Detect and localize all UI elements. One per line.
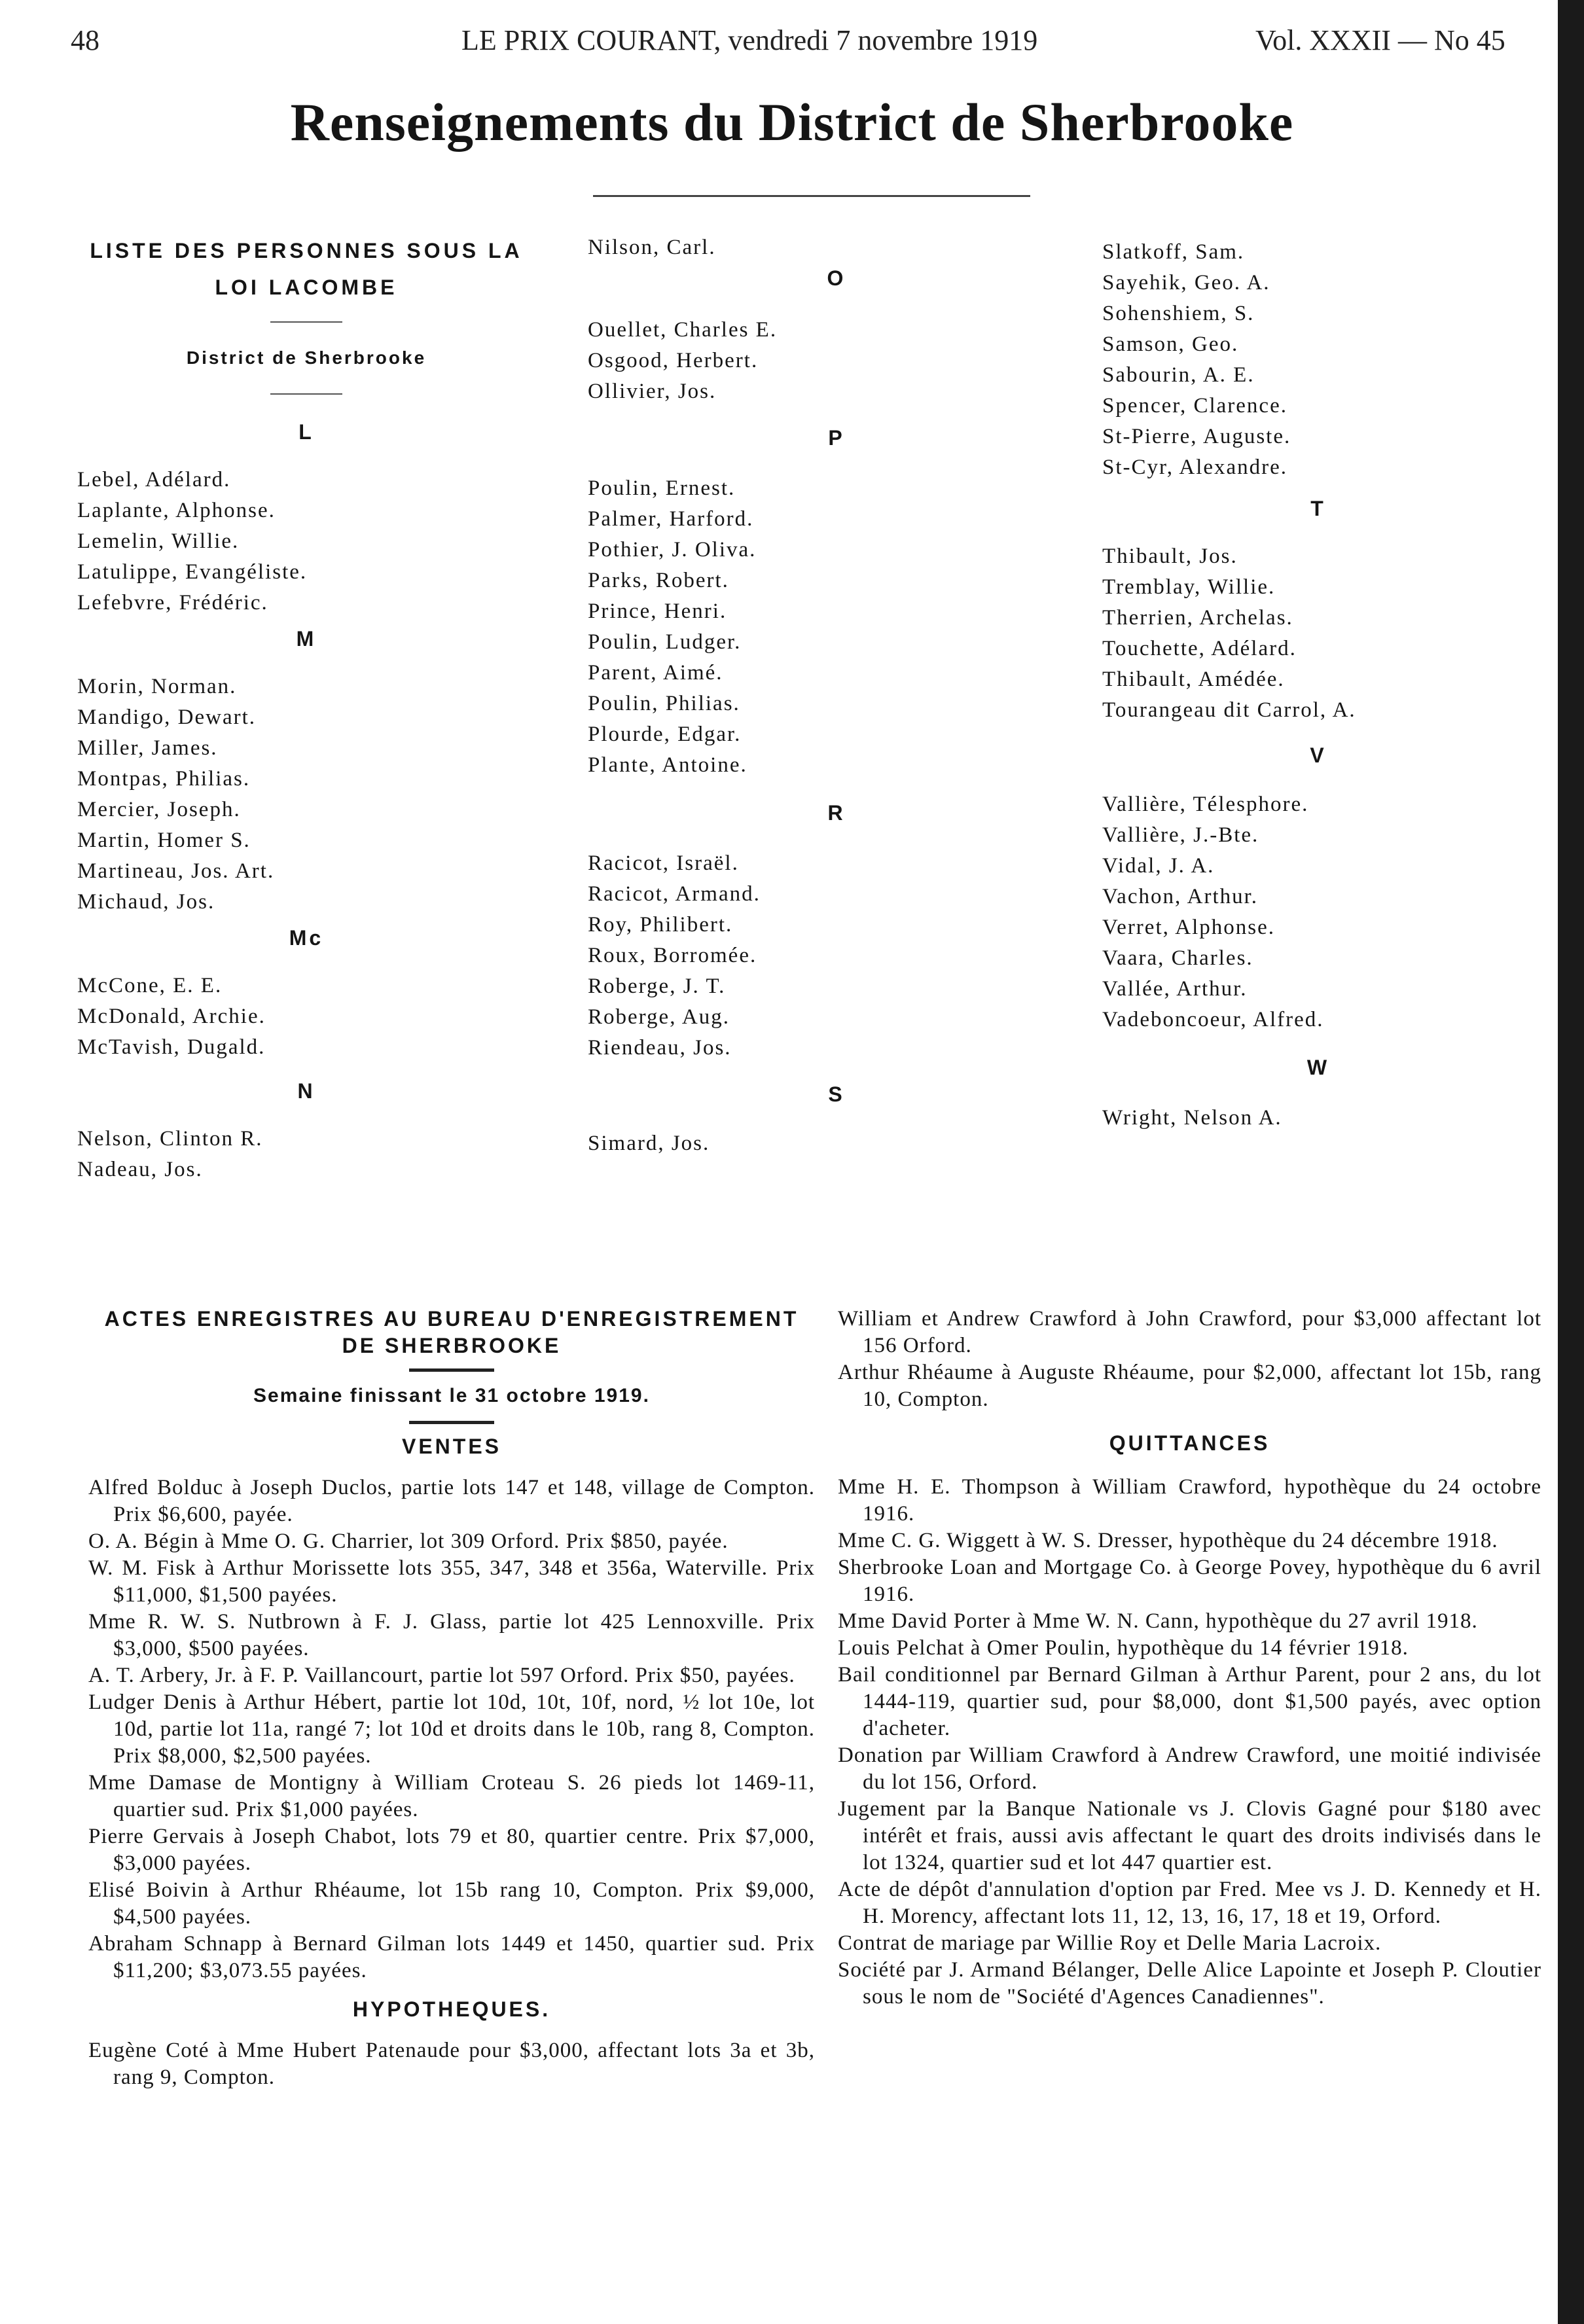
name-entry: Miller, James.	[77, 736, 218, 760]
name-entry: Simard, Jos.	[588, 1132, 710, 1155]
deed-entry: Donation par William Crawford à Andrew Crawford, une moitié indivisée du lot 156, Orford.	[838, 1743, 1541, 1794]
name-list	[77, 671, 535, 918]
actes-column-right	[838, 1306, 1541, 2011]
hypotheques-list	[88, 2037, 815, 2091]
name-entry: Plante, Antoine.	[588, 753, 747, 777]
deed-entry: Louis Pelchat à Omer Poulin, hypothèque du 14 février 1918.	[838, 1636, 1409, 1660]
name-entry: Vallée, Arthur.	[1102, 977, 1248, 1001]
deed-entry: Abraham Schnapp à Bernard Gilman lots 1449 et 1450, quartier sud. Prix $11,200; $3,073.55 payées.	[88, 1932, 815, 1982]
deed-entry: Alfred Bolduc à Joseph Duclos, partie lots 147 et 148, village de Compton. Prix $6,600, payée.	[88, 1476, 815, 1526]
name-entry: St-Pierre, Auguste.	[1102, 425, 1291, 448]
name-entry: Thibault, Jos.	[1102, 545, 1238, 568]
name-entry: Vachon, Arthur.	[1102, 885, 1259, 908]
name-entry: Vallière, J.-Bte.	[1102, 823, 1259, 847]
name-entry: Parent, Aimé.	[588, 661, 723, 685]
name-entry: Ollivier, Jos.	[588, 380, 717, 403]
lacombe-heading-2: LOI LACOMBE	[215, 276, 398, 299]
volume-number: Vol. XXXII — No 45	[1255, 24, 1505, 56]
lacombe-column-1	[77, 232, 535, 1185]
name-list	[77, 465, 535, 618]
name-list	[77, 971, 535, 1063]
name-entry: Latulippe, Evangéliste.	[77, 560, 308, 584]
letter-heading: L	[298, 420, 314, 444]
deed-entry: Pierre Gervais à Joseph Chabot, lots 79 et 80, quartier centre. Prix $7,000, $3,000 payées.	[88, 1825, 815, 1875]
name-entry: Morin, Norman.	[77, 675, 237, 698]
name-entry: Parks, Robert.	[588, 569, 729, 592]
letter-heading: V	[1310, 743, 1327, 767]
name-list	[1102, 1103, 1534, 1134]
deed-entry: A. T. Arbery, Jr. à F. P. Vaillancourt, partie lot 597 Orford. Prix $50, payées.	[88, 1664, 795, 1687]
journal-header: LE PRIX COURANT, vendredi 7 novembre 1919	[461, 24, 1038, 56]
name-entry: Slatkoff, Sam.	[1102, 240, 1245, 264]
name-entry: Therrien, Archelas.	[1102, 606, 1293, 630]
divider	[270, 393, 342, 395]
quittances-heading: QUITTANCES	[1109, 1431, 1270, 1455]
name-entry: Plourde, Edgar.	[588, 723, 742, 746]
name-entry: Martineau, Jos. Art.	[77, 859, 275, 883]
name-list	[588, 473, 1085, 781]
letter-heading: R	[827, 801, 846, 825]
name-entry: Prince, Henri.	[588, 599, 727, 623]
name-entry: Poulin, Ludger.	[588, 630, 742, 654]
name-entry: Mercier, Joseph.	[77, 798, 241, 821]
name-entry: Roy, Philibert.	[588, 913, 733, 937]
name-entry: Racicot, Armand.	[588, 882, 761, 906]
week-label: Semaine finissant le 31 octobre 1919.	[253, 1385, 650, 1406]
name-list	[1102, 541, 1534, 726]
name-list	[588, 1128, 1085, 1159]
name-list	[588, 848, 1085, 1064]
name-entry: Sayehik, Geo. A.	[1102, 271, 1270, 295]
deed-entry: Bail conditionnel par Bernard Gilman à Arthur Parent, pour 2 ans, du lot 1444-119, quartier sud, pour $8,000, dont $1,500 payés, avec option d'acheter.	[838, 1663, 1541, 1740]
title-rule	[593, 195, 1030, 197]
name-entry: Nadeau, Jos.	[77, 1158, 203, 1181]
name-entry: McDonald, Archie.	[77, 1005, 266, 1028]
name-entry: St-Cyr, Alexandre.	[1102, 456, 1288, 479]
deed-entry: Mme H. E. Thompson à William Crawford, hypothèque du 24 octobre 1916.	[838, 1475, 1541, 1526]
name-entry: Laplante, Alphonse.	[77, 499, 276, 522]
page-title: Renseignements du District de Sherbrooke	[290, 92, 1294, 152]
name-entry: Tourangeau dit Carrol, A.	[1102, 698, 1356, 722]
name-entry: Poulin, Philias.	[588, 692, 740, 715]
deed-entry: Eugène Coté à Mme Hubert Patenaude pour $3,000, affectant lots 3a et 3b, rang 9, Compton.	[88, 2039, 815, 2089]
divider	[409, 1421, 494, 1424]
name-entry: Ouellet, Charles E.	[588, 318, 778, 342]
letter-heading: M	[296, 627, 317, 651]
deed-entry: Elisé Boivin à Arthur Rhéaume, lot 15b rang 10, Compton. Prix $9,000, $4,500 payées.	[88, 1878, 815, 1929]
page-number: 48	[71, 24, 99, 56]
name-entry: Palmer, Harford.	[588, 507, 754, 531]
name-entry: McTavish, Dugald.	[77, 1035, 266, 1059]
letter-heading: W	[1306, 1056, 1330, 1079]
name-entry: Samson, Geo.	[1102, 332, 1239, 356]
deed-entry: William et Andrew Crawford à John Crawford, pour $3,000 affectant lot 156 Orford.	[838, 1307, 1541, 1357]
deed-entry: Mme R. W. S. Nutbrown à F. J. Glass, partie lot 425 Lennoxville. Prix $3,000, $500 payées.	[88, 1610, 815, 1660]
name-list	[588, 232, 1085, 263]
name-entry: Pothier, J. Oliva.	[588, 538, 757, 562]
actes-column-left	[88, 1306, 815, 2091]
deed-entry: Arthur Rhéaume à Auguste Rhéaume, pour $2,000, affectant lot 15b, rang 10, Compton.	[838, 1361, 1541, 1411]
hypotheques-list	[838, 1306, 1541, 1413]
name-entry: Nilson, Carl.	[588, 236, 716, 259]
letter-heading: O	[827, 266, 846, 290]
deed-entry: Jugement par la Banque Nationale vs J. Clovis Gagné pour $180 avec intérêt et frais, aussi avis affectant le quart des droits indivisés dans le lot 1324, quartier sud et lot 447 quartier est.	[838, 1797, 1541, 1874]
name-entry: Roux, Borromée.	[588, 944, 757, 967]
name-entry: Tremblay, Willie.	[1102, 575, 1276, 599]
lacombe-column-2	[588, 232, 1085, 1159]
name-entry: Vadeboncoeur, Alfred.	[1102, 1008, 1324, 1031]
letter-heading: Mc	[289, 926, 324, 950]
name-entry: Touchette, Adélard.	[1102, 637, 1297, 660]
deed-entry: Mme David Porter à Mme W. N. Cann, hypothèque du 27 avril 1918.	[838, 1609, 1478, 1633]
name-entry: Vidal, J. A.	[1102, 854, 1215, 878]
name-entry: Thibault, Amédée.	[1102, 668, 1285, 691]
letter-heading: N	[297, 1079, 315, 1103]
deed-entry: Mme Damase de Montigny à William Croteau S. 26 pieds lot 1469-11, quartier sud. Prix $1,000 payées.	[88, 1771, 815, 1821]
name-entry: Racicot, Israël.	[588, 851, 739, 875]
name-entry: Lemelin, Willie.	[77, 529, 240, 553]
actes-heading: ACTES ENREGISTRES AU BUREAU D'ENREGISTREMENT	[104, 1307, 799, 1331]
ventes-list	[88, 1475, 815, 1984]
deed-entry: Acte de dépôt d'annulation d'option par Fred. Mee vs J. D. Kennedy et H. H. Morency, affectant lots 11, 12, 13, 16, 17, 18 et 19, Orford.	[838, 1878, 1541, 1928]
name-entry: Vallière, Télesphore.	[1102, 793, 1309, 816]
district-label: District de Sherbrooke	[186, 348, 427, 368]
deed-entry: O. A. Bégin à Mme O. G. Charrier, lot 309 Orford. Prix $850, payée.	[88, 1529, 729, 1553]
scan-edge	[1558, 0, 1584, 2324]
name-entry: Riendeau, Jos.	[588, 1036, 732, 1060]
name-entry: Roberge, J. T.	[588, 974, 726, 998]
name-entry: Mandigo, Dewart.	[77, 706, 257, 729]
hypotheques-heading: HYPOTHEQUES.	[352, 1997, 551, 2021]
letter-heading: P	[828, 426, 845, 450]
name-list	[1102, 789, 1534, 1035]
actes-heading-2: DE SHERBROOKE	[342, 1334, 562, 1357]
name-list	[1102, 237, 1534, 483]
name-entry: Spencer, Clarence.	[1102, 394, 1287, 418]
name-entry: Verret, Alphonse.	[1102, 916, 1276, 939]
deed-entry: Sherbrooke Loan and Mortgage Co. à George Povey, hypothèque du 6 avril 1916.	[838, 1556, 1541, 1606]
letter-heading: S	[828, 1082, 845, 1106]
deed-entry: Ludger Denis à Arthur Hébert, partie lot 10d, 10t, 10f, nord, ½ lot 10e, lot 10d, partie lot 11a, rangé 7; lot 10d et droits dans le 10b, rang 8, Compton. Prix $8,000, $2,500 payées.	[88, 1690, 815, 1768]
deed-entry: Société par J. Armand Bélanger, Delle Alice Lapointe et Joseph P. Cloutier sous le nom de "Société d'Agences Canadiennes".	[838, 1958, 1541, 2009]
deed-entry: W. M. Fisk à Arthur Morissette lots 355, 347, 348 et 356a, Waterville. Prix $11,000, $1,500 payées.	[88, 1556, 815, 1607]
name-entry: Sabourin, A. E.	[1102, 363, 1255, 387]
name-entry: Nelson, Clinton R.	[77, 1127, 263, 1151]
name-entry: Roberge, Aug.	[588, 1005, 730, 1029]
lacombe-heading: LISTE DES PERSONNES SOUS LA	[90, 239, 523, 262]
deed-entry: Contrat de mariage par Willie Roy et Delle Maria Lacroix.	[838, 1931, 1382, 1955]
name-entry: Lefebvre, Frédéric.	[77, 591, 268, 615]
ventes-heading: VENTES	[401, 1435, 502, 1458]
divider	[409, 1368, 494, 1372]
name-list	[77, 1124, 535, 1185]
name-entry: Martin, Homer S.	[77, 829, 251, 852]
lacombe-column-3	[1102, 237, 1534, 1134]
divider	[270, 321, 342, 323]
quittances-list	[838, 1474, 1541, 2011]
name-entry: McCone, E. E.	[77, 974, 223, 997]
deed-entry: Mme C. G. Wiggett à W. S. Dresser, hypothèque du 24 décembre 1918.	[838, 1529, 1498, 1552]
name-list	[588, 315, 1085, 407]
name-entry: Michaud, Jos.	[77, 890, 215, 914]
name-entry: Osgood, Herbert.	[588, 349, 759, 372]
name-entry: Lebel, Adélard.	[77, 468, 231, 492]
letter-heading: T	[1310, 497, 1326, 520]
name-entry: Sohenshiem, S.	[1102, 302, 1255, 325]
name-entry: Wright, Nelson A.	[1102, 1106, 1282, 1130]
name-entry: Poulin, Ernest.	[588, 476, 736, 500]
name-entry: Vaara, Charles.	[1102, 946, 1253, 970]
name-entry: Montpas, Philias.	[77, 767, 251, 791]
